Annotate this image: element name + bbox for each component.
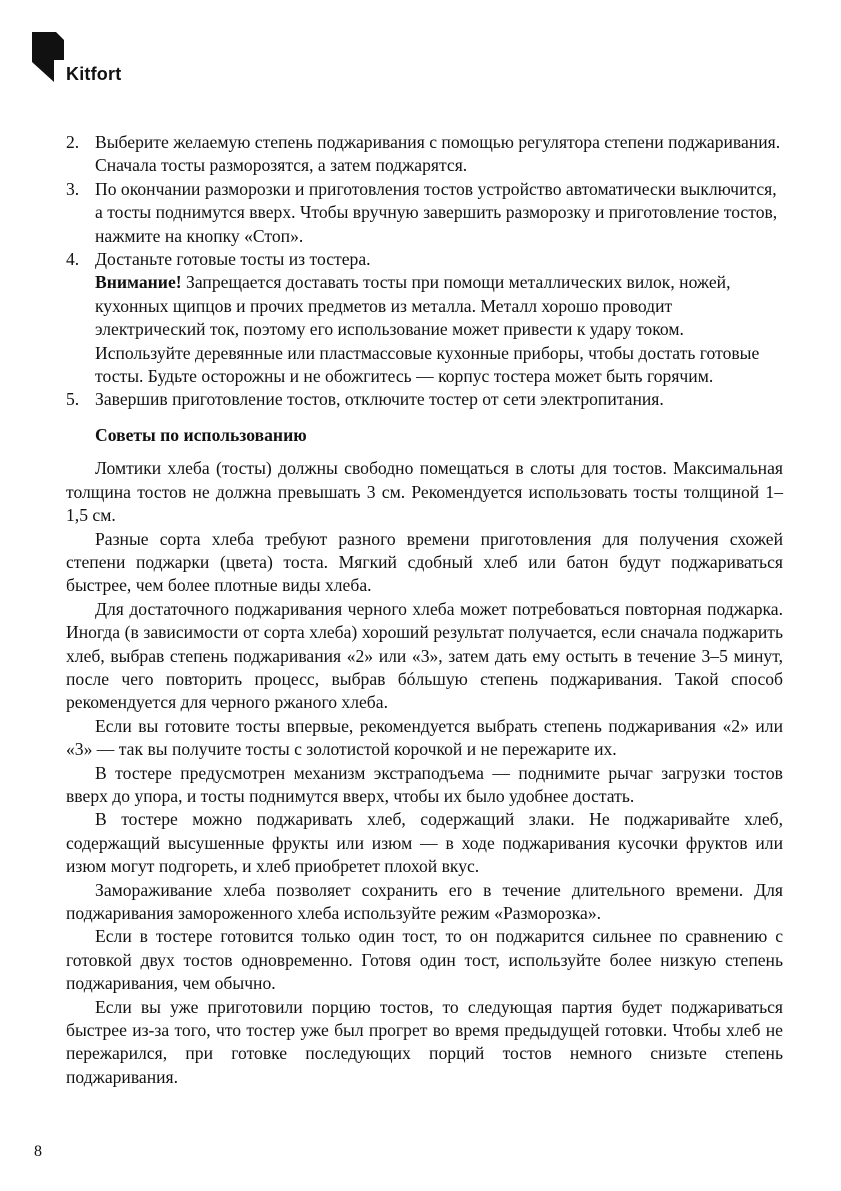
- paragraph: Ломтики хлеба (тосты) должны свободно помещаться в слоты для тостов. Максимальная толщина тостов не должна превышать 3 см. Рекомендуется использовать тосты толщиной 1–1,5 см.: [66, 458, 783, 526]
- list-item-number: 4.: [66, 249, 80, 270]
- warning-label: Внимание!: [95, 272, 182, 293]
- paragraph: Если вы готовите тосты впервые, рекомендуется выбрать степень поджаривания «2» или «3» — так вы получите тосты с золотистой корочкой и не пережарите их.: [66, 715, 783, 760]
- paragraph: Для достаточного поджаривания черного хлеба может потребоваться повторная поджарка. Иногда (в зависимости от сорта хлеба) хороший результат получается, если сначала поджарить хлеб, выбрав степень поджаривания «2» или «3», затем дать ему остыть в течение 3–5 минут, после чего повторить процесс, выбрав бóльшую степень поджаривания. Такой способ рекомендуется для черного ржаного хлеба.: [66, 598, 783, 713]
- list-item-number: 5.: [66, 389, 80, 410]
- paragraph: Замораживание хлеба позволяет сохранить его в течение длительного времени. Для поджаривания замороженного хлеба используйте режим «Разморозка».: [66, 879, 783, 923]
- paragraph: В тостере предусмотрен механизм экстраподъема — поднимите рычаг загрузки тостов вверх до упора, и тосты поднимутся вверх, чтобы их было удобнее достать.: [66, 762, 783, 806]
- list-item: [66, 178, 783, 248]
- brand-name: Kitfort: [66, 64, 122, 84]
- page-content: [66, 131, 783, 1089]
- list-item-number: 3.: [66, 178, 80, 199]
- section-heading: Советы по использованию: [95, 424, 307, 445]
- warning-note: [95, 271, 783, 388]
- list-item: [66, 248, 783, 388]
- paragraph: Разные сорта хлеба требуют разного времени приготовления для получения схожей степени поджарки (цвета) тоста. Мягкий сдобный хлеб или батон будут поджариваться быстрее, чем более плотные виды хлеба.: [66, 528, 783, 596]
- page-number: 8: [34, 1143, 42, 1160]
- brand-logo: [32, 32, 152, 92]
- warning-text: Запрещается доставать тосты при помощи металлических вилок, ножей, кухонных щипцов и прочих предметов из металла. Металл хорошо проводит электрический ток, поэтому его использование может привести к удару током. Используйте деревянные или пластмассовые кухонные приборы, чтобы достать готовые тосты. Будьте осторожны и не обожгитесь — корпус тостера может быть горячим.: [95, 272, 760, 387]
- list-item-text: Выберите желаемую степень поджаривания с помощью регулятора степени поджаривания. Сначала тосты разморозятся, а затем поджарятся.: [95, 132, 781, 176]
- paragraph: Если вы уже приготовили порцию тостов, то следующая партия будет поджариваться быстрее из-за того, что тостер уже был прогрет во время предыдущей готовки. Чтобы хлеб не пережарился, при готовке последующих порций тостов немного снизьте степень поджаривания.: [66, 996, 783, 1087]
- list-item-text: По окончании разморозки и приготовления тостов устройство автоматически выключится, а тосты поднимутся вверх. Чтобы вручную завершить разморозку и приготовление тостов, нажмите на кнопку «Стоп».: [95, 178, 778, 246]
- list-item: [66, 388, 783, 411]
- list-item-text: Достаньте готовые тосты из тостера.: [95, 249, 371, 270]
- instruction-list: [66, 131, 783, 412]
- list-item: [66, 131, 783, 178]
- paragraph: В тостере можно поджаривать хлеб, содержащий злаки. Не поджаривайте хлеб, содержащий высушенные фрукты или изюм — в ходе поджаривания кусочки фруктов или изюм могут подгореть, и хлеб приобретет плохой вкус.: [66, 809, 783, 877]
- logo-mark-icon: [32, 32, 66, 86]
- list-item-number: 2.: [66, 132, 80, 152]
- paragraph: Если в тостере готовится только один тост, то он поджарится сильнее по сравнению с готовкой двух тостов одновременно. Готовя один тост, используйте более низкую степень поджаривания, чем обычно.: [66, 926, 783, 994]
- list-item-text: Завершив приготовление тостов, отключите тостер от сети электропитания.: [95, 389, 664, 410]
